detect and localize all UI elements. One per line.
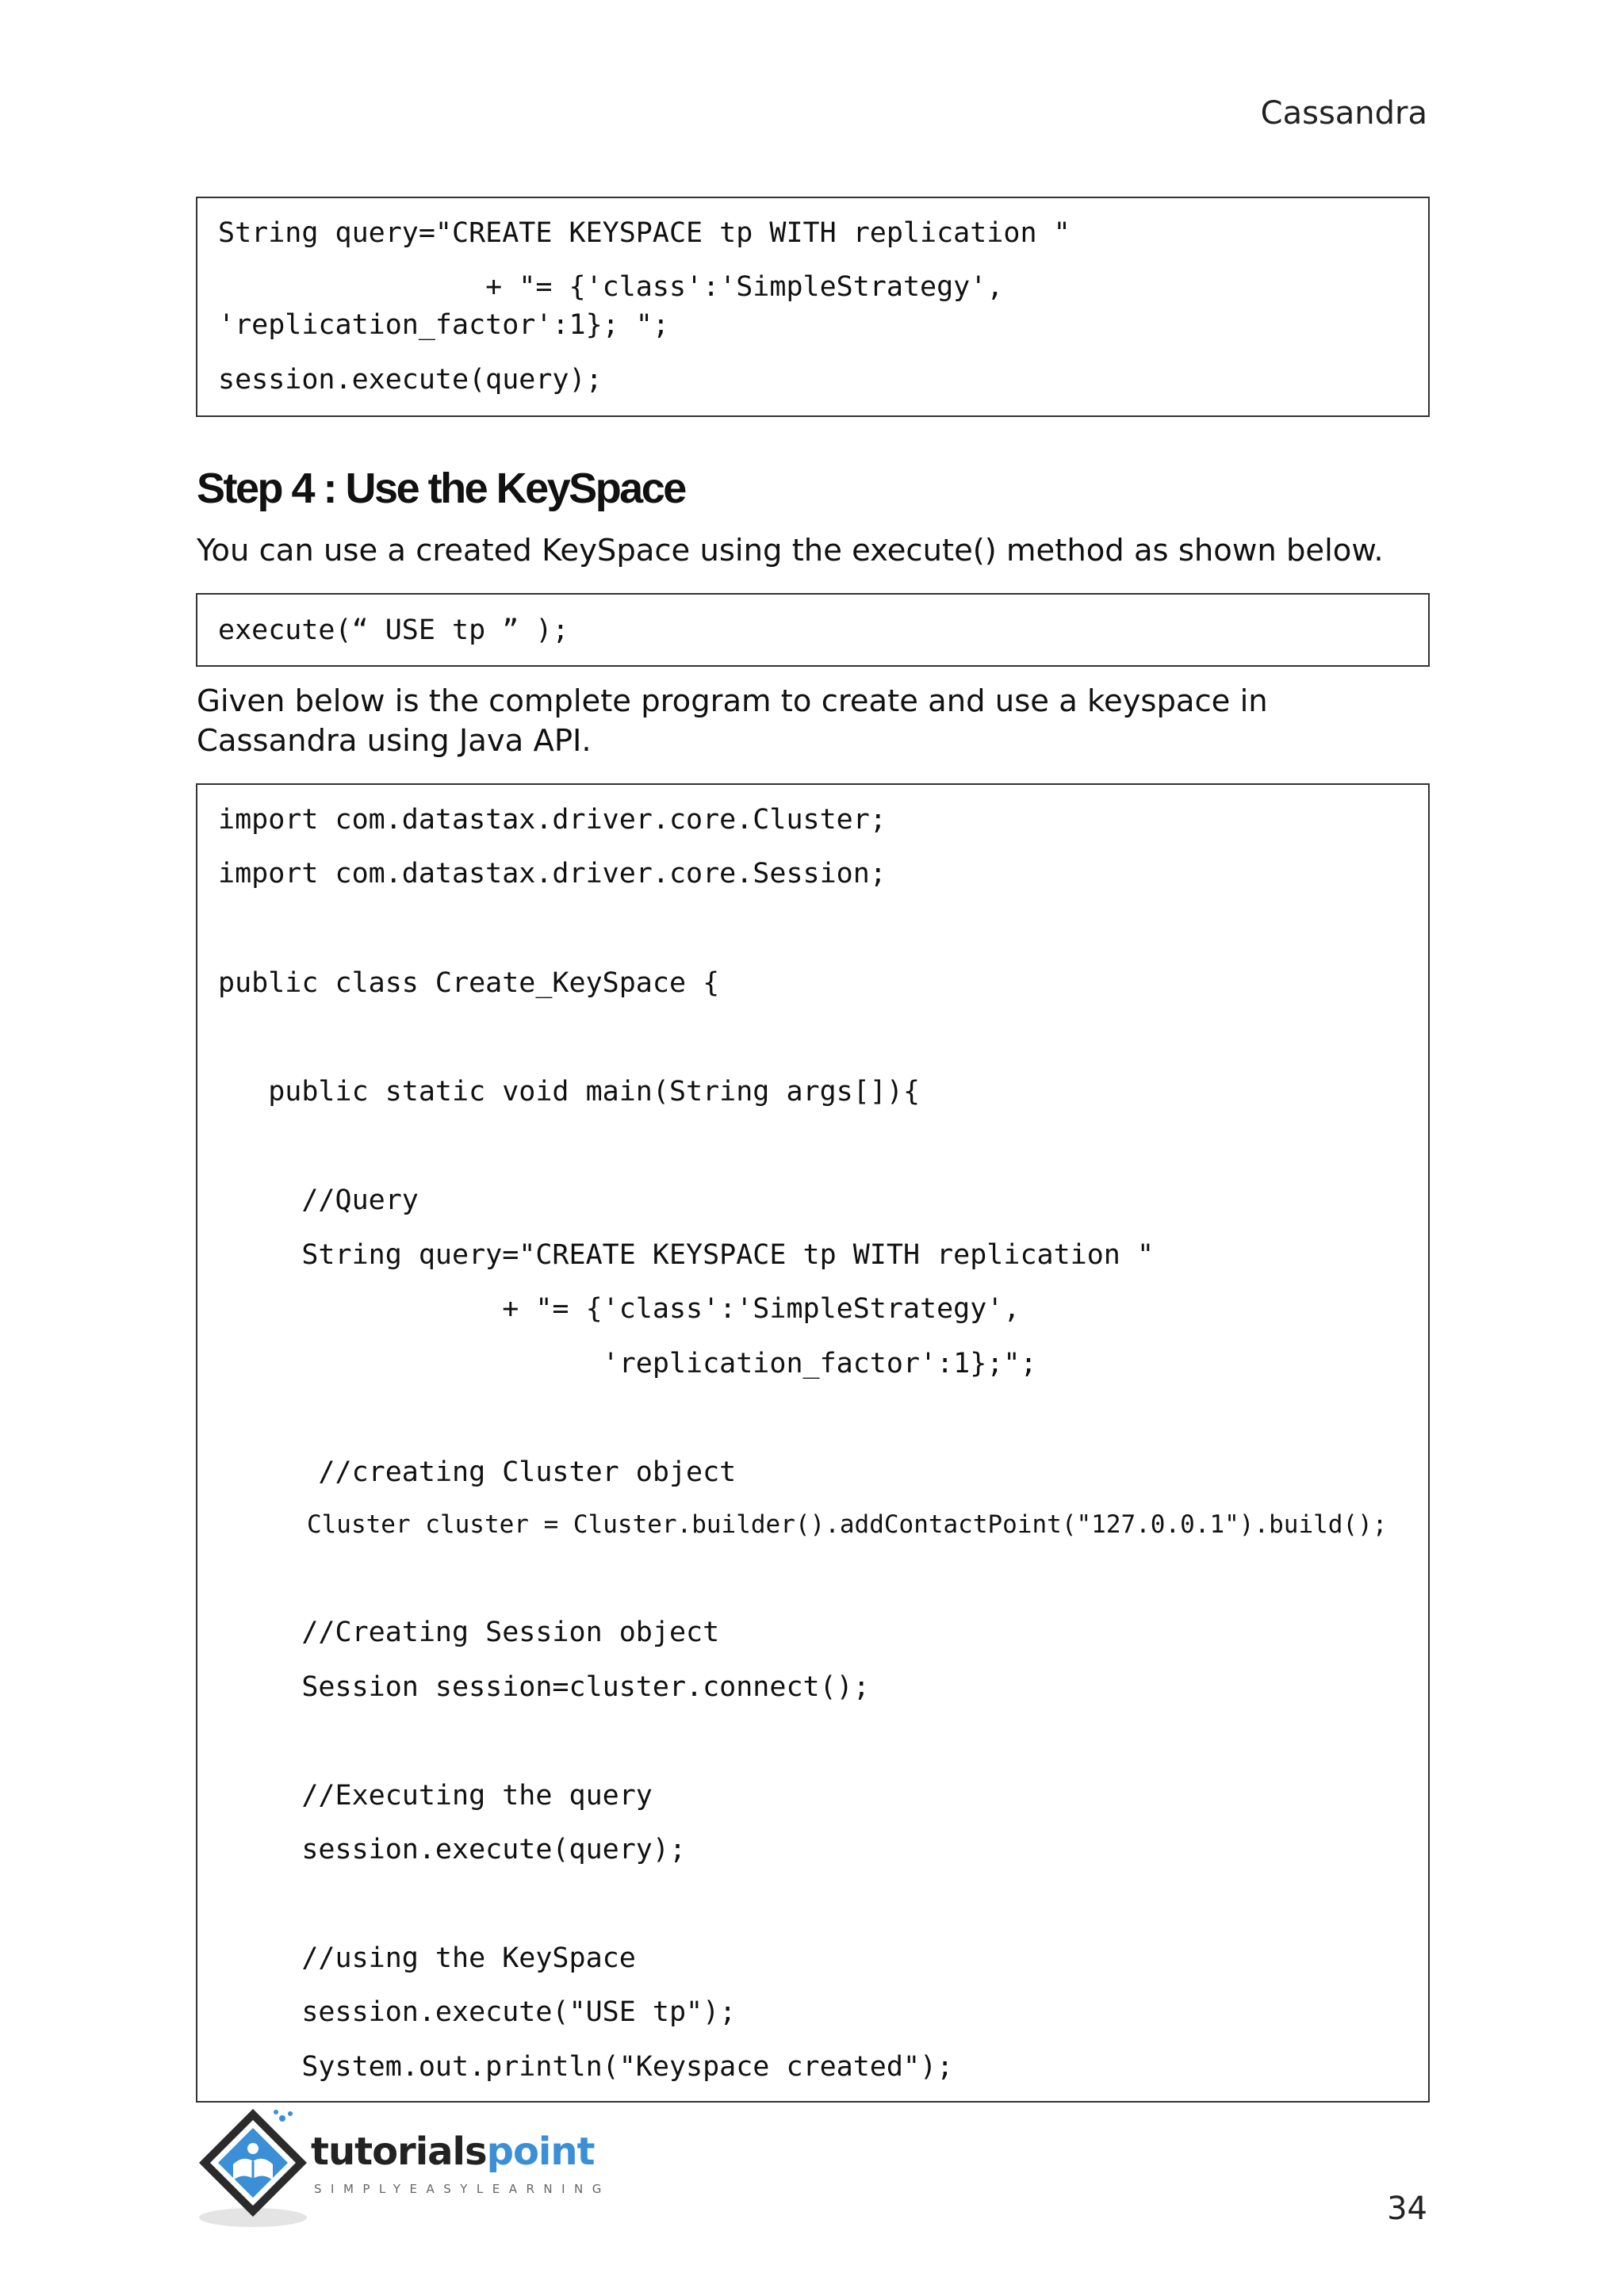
code-line: session.execute(query);	[218, 1834, 687, 1866]
tutorialspoint-logo	[193, 2103, 622, 2229]
code-block-query	[196, 197, 1430, 417]
code-line: + "= {'class':'SimpleStrategy',	[218, 1293, 1021, 1325]
page-number: 34	[1387, 2191, 1427, 2227]
code-line: //Executing the query	[218, 1780, 653, 1812]
logo-diamond-icon	[193, 2103, 312, 2229]
logo-word-point: point	[486, 2130, 595, 2174]
code-block-program	[196, 783, 1430, 2103]
code-line: //using the KeySpace	[218, 1942, 636, 1974]
code-line: 'replication_factor':1};";	[218, 1348, 1037, 1380]
logo-word-tutorials: tutorials	[311, 2130, 487, 2174]
code-line: + "= {'class':'SimpleStrategy',	[218, 271, 1004, 303]
code-block-use	[196, 593, 1430, 667]
code-line: execute(“ USE tp ” );	[218, 614, 569, 646]
code-line: //Query	[218, 1184, 419, 1216]
code-line: Session session=cluster.connect();	[218, 1671, 870, 1703]
code-line: session.execute(query);	[218, 364, 603, 396]
logo-wordmark	[311, 2130, 594, 2174]
code-line: import com.datastax.driver.core.Cluster;	[218, 804, 887, 836]
body-paragraph: Given below is the complete program to create and use a keyspace in Cassandra using Java API.	[197, 683, 1268, 759]
code-line: session.execute("USE tp");	[218, 1996, 737, 2028]
logo-tagline: SIMPLYEASYLEARNING	[314, 2182, 611, 2196]
code-line: //creating Cluster object	[218, 1456, 737, 1488]
code-line: String query="CREATE KEYSPACE tp WITH replication "	[218, 217, 1071, 249]
code-line: import com.datastax.driver.core.Session;	[218, 858, 887, 890]
code-line: System.out.println("Keyspace created");	[218, 2051, 954, 2083]
code-line: public static void main(String args[]){	[218, 1076, 921, 1108]
section-heading: Step 4 : Use the KeySpace	[197, 465, 685, 512]
code-line: 'replication_factor':1}; ";	[218, 309, 669, 341]
code-line: public class Create_KeySpace {	[218, 967, 720, 999]
code-line: Cluster cluster = Cluster.builder().addContactPoint("127.0.0.1").build();	[218, 1510, 1388, 1539]
intro-paragraph: You can use a created KeySpace using the execute() method as shown below.	[197, 533, 1384, 568]
running-header: Cassandra	[1260, 95, 1427, 132]
code-line: String query="CREATE KEYSPACE tp WITH replication "	[218, 1239, 1155, 1271]
code-line: //Creating Session object	[218, 1617, 720, 1648]
